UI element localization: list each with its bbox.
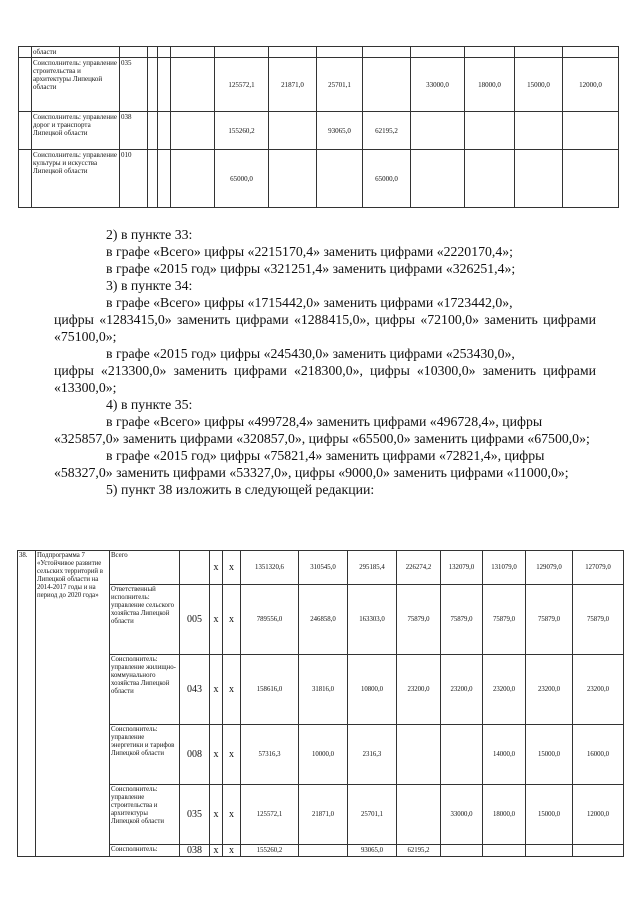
executor-cell: Ответственный исполнитель: управление сельского хозяйства Липецкой области (110, 585, 180, 655)
year-cell: 23200,0 (483, 655, 526, 725)
table-row (19, 47, 619, 58)
code-cell (180, 551, 210, 585)
executor-cell: области (32, 47, 120, 58)
code-cell: 038 (180, 845, 210, 857)
year-cell (515, 112, 563, 150)
year-cell (563, 150, 619, 208)
year-cell (465, 112, 515, 150)
year-cell (299, 845, 348, 857)
year-cell: 23200,0 (526, 655, 573, 725)
year-cell: 12000,0 (563, 58, 619, 112)
year-cell: 129079,0 (526, 551, 573, 585)
year-cell: 75879,0 (526, 585, 573, 655)
code-cell: 008 (180, 725, 210, 785)
year-cell: 12000,0 (573, 785, 624, 845)
year-cell (397, 725, 441, 785)
code-cell: 038 (120, 112, 148, 150)
year-cell (269, 112, 317, 150)
executor-cell: Всего (110, 551, 180, 585)
year-cell: 93065,0 (317, 112, 363, 150)
year-cell: 127079,0 (573, 551, 624, 585)
year-cell (317, 150, 363, 208)
x-cell: x (210, 845, 223, 857)
year-cell: 31816,0 (299, 655, 348, 725)
executor-cell: Соисполнитель: управление культуры и искусства Липецкой области (32, 150, 120, 208)
x-cell: x (210, 725, 223, 785)
total-cell: 158616,0 (241, 655, 299, 725)
code-cell: 035 (120, 58, 148, 112)
year-cell (441, 845, 483, 857)
table-row (19, 112, 619, 150)
executor-cell: Соисполнитель: управление дорог и транспорта Липецкой области (32, 112, 120, 150)
year-cell: 15000,0 (526, 785, 573, 845)
year-cell: 10000,0 (299, 725, 348, 785)
total-cell: 155260,2 (215, 112, 269, 150)
total-cell: 1351320,6 (241, 551, 299, 585)
year-cell: 226274,2 (397, 551, 441, 585)
year-cell: 75879,0 (397, 585, 441, 655)
year-cell: 75879,0 (441, 585, 483, 655)
year-cell: 65000,0 (363, 150, 411, 208)
total-cell: 789556,0 (241, 585, 299, 655)
total-cell: 125572,1 (215, 58, 269, 112)
table-row (18, 551, 624, 585)
x-cell: x (223, 785, 241, 845)
executor-cell: Соисполнитель: управление энергетики и тарифов Липецкой области (110, 725, 180, 785)
year-cell: 25701,1 (317, 58, 363, 112)
year-cell (573, 845, 624, 857)
year-cell: 25701,1 (348, 785, 397, 845)
year-cell: 75879,0 (573, 585, 624, 655)
year-cell: 18000,0 (483, 785, 526, 845)
paragraph: в графе «2015 год» цифры «321251,4» заменить цифрами «326251,4»; (106, 261, 516, 276)
total-cell: 125572,1 (241, 785, 299, 845)
paragraph: цифры «1283415,0» заменить цифрами «1288415,0», цифры «72100,0» заменить цифрами «75100,0»; (54, 312, 596, 344)
year-cell (269, 150, 317, 208)
paragraph: в графе «Всего» цифры «499728,4» заменить цифрами «496728,4», цифры (106, 414, 543, 429)
total-cell: 65000,0 (215, 150, 269, 208)
year-cell: 33000,0 (441, 785, 483, 845)
year-cell: 2316,3 (348, 725, 397, 785)
year-cell (363, 58, 411, 112)
x-cell: x (223, 585, 241, 655)
year-cell: 246858,0 (299, 585, 348, 655)
executor-cell: Соисполнитель: (110, 845, 180, 857)
executor-cell: Соисполнитель: управление строительства и архитектуры Липецкой области (32, 58, 120, 112)
year-cell: 131079,0 (483, 551, 526, 585)
year-cell: 23200,0 (573, 655, 624, 725)
year-cell: 23200,0 (397, 655, 441, 725)
top-budget-table (18, 46, 619, 208)
paragraph: 5) пункт 38 изложить в следующей редакции: (106, 482, 375, 497)
code-cell: 010 (120, 150, 148, 208)
table-row (19, 58, 619, 112)
year-cell: 62195,2 (363, 112, 411, 150)
year-cell (563, 112, 619, 150)
year-cell: 163303,0 (348, 585, 397, 655)
year-cell: 15000,0 (526, 725, 573, 785)
year-cell: 15000,0 (515, 58, 563, 112)
year-cell: 21871,0 (269, 58, 317, 112)
year-cell: 10800,0 (348, 655, 397, 725)
year-cell: 310545,0 (299, 551, 348, 585)
executor-cell: Соисполнитель: управление строительства и архитектуры Липецкой области (110, 785, 180, 845)
x-cell: x (223, 551, 241, 585)
program-name: Подпрограмма 7 «Устойчивое развитие сельских территорий в Липецкой области на 2014-2017 годы и на период до 2020 года» (36, 551, 110, 857)
amendment-text (54, 226, 596, 498)
year-cell: 132079,0 (441, 551, 483, 585)
code-cell: 035 (180, 785, 210, 845)
table-row (19, 150, 619, 208)
year-cell: 62195,2 (397, 845, 441, 857)
x-cell: x (223, 845, 241, 857)
year-cell: 93065,0 (348, 845, 397, 857)
x-cell: x (223, 725, 241, 785)
year-cell (411, 150, 465, 208)
year-cell: 21871,0 (299, 785, 348, 845)
paragraph: «58327,0» заменить цифрами «53327,0», цифры «9000,0» заменить цифрами «11000,0»; (54, 465, 569, 480)
paragraph: 4) в пункте 35: (106, 397, 193, 412)
total-cell: 57316,3 (241, 725, 299, 785)
paragraph: в графе «Всего» цифры «2215170,4» заменить цифрами «2220170,4»; (106, 244, 513, 259)
paragraph: в графе «2015 год» цифры «245430,0» заменить цифрами «253430,0», (106, 346, 515, 361)
item-number: 38. (18, 551, 36, 857)
x-cell: x (210, 585, 223, 655)
year-cell (441, 725, 483, 785)
executor-cell: Соисполнитель: управление жилищно-коммунального хозяйства Липецкой области (110, 655, 180, 725)
year-cell: 18000,0 (465, 58, 515, 112)
year-cell (483, 845, 526, 857)
x-cell: x (210, 785, 223, 845)
paragraph: 2) в пункте 33: (106, 227, 193, 242)
year-cell (397, 785, 441, 845)
item-38-table (17, 550, 624, 857)
paragraph: цифры «213300,0» заменить цифрами «218300,0», цифры «10300,0» заменить цифрами «13300,0»; (54, 363, 596, 395)
code-cell: 005 (180, 585, 210, 655)
paragraph: в графе «Всего» цифры «1715442,0» заменить цифрами «1723442,0», (106, 295, 513, 310)
x-cell: x (210, 655, 223, 725)
year-cell: 33000,0 (411, 58, 465, 112)
paragraph: 3) в пункте 34: (106, 278, 193, 293)
paragraph: в графе «2015 год» цифры «75821,4» заменить цифрами «72821,4», цифры (106, 448, 545, 463)
year-cell: 23200,0 (441, 655, 483, 725)
year-cell: 14000,0 (483, 725, 526, 785)
year-cell: 16000,0 (573, 725, 624, 785)
year-cell (411, 112, 465, 150)
year-cell: 75879,0 (483, 585, 526, 655)
code-cell: 043 (180, 655, 210, 725)
x-cell: x (210, 551, 223, 585)
year-cell: 295185,4 (348, 551, 397, 585)
paragraph: «325857,0» заменить цифрами «320857,0», цифры «65500,0» заменить цифрами «67500,0»; (54, 431, 590, 446)
x-cell: x (223, 655, 241, 725)
year-cell (465, 150, 515, 208)
year-cell (526, 845, 573, 857)
total-cell: 155260,2 (241, 845, 299, 857)
year-cell (515, 150, 563, 208)
